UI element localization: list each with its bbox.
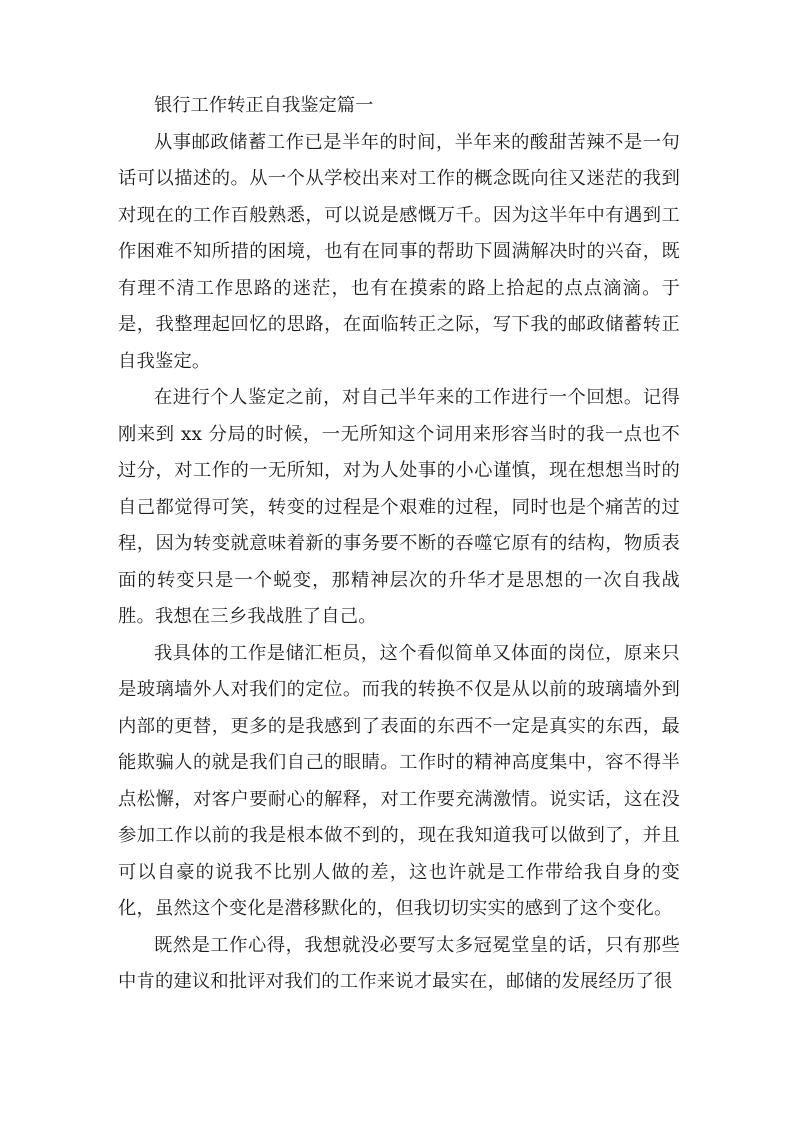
paragraph-3: 我具体的工作是储汇柜员，这个看似简单又体面的岗位，原来只是玻璃墙外人对我们的定位。而我的转换不仅是从以前的玻璃墙外到内部的更替，更多的是我感到了表面的东西不一定是真实的东西，最能欺骗人的就是我们自己的眼睛。工作时的精神高度集中，容不得半点松懈，对客户要耐心的解释，对工作要充满激情。说实话，这在没参加工作以前的我是根本做不到的，现在我知道我可以做到了，并且可以自豪的说我不比别人做的差，这也许就是工作带给我自身的变化，虽然这个变化是潜移默化的，但我切切实实的感到了这个变化。 xyxy=(118,642,680,919)
document-page xyxy=(118,88,680,1001)
paragraph-1: 从事邮政储蓄工作已是半年的时间，半年来的酸甜苦辣不是一句话可以描述的。从一个从学校出来对工作的概念既向往又迷茫的我到对现在的工作百般熟悉，可以说是感慨万千。因为这半年中有遇到工作困难不知所措的困境，也有在同事的帮助下圆满解决时的兴奋，既有理不清工作思路的迷茫，也有在摸索的路上拾起的点点滴滴。于是，我整理起回忆的思路，在面临转正之际，写下我的邮政储蓄转正自我鉴定。 xyxy=(118,131,680,372)
paragraph-2: 在进行个人鉴定之前，对自己半年来的工作进行一个回想。记得刚来到 xx 分局的时候，一无所知这个词用来形容当时的我一点也不过分，对工作的一无所知，对为人处事的小心谨慎，现在想想当时的自己都觉得可笑，转变的过程是个艰难的过程，同时也是个痛苦的过程，因为转变就意味着新的事务要不断的吞噬它原有的结构，物质表面的转变只是一个蜕变，那精神层次的升华才是思想的一次自我战胜。我想在三乡我战胜了自己。 xyxy=(118,387,680,627)
paragraph-4: 既然是工作心得，我想就没必要写太多冠冕堂皇的话，只有那些中肯的建议和批评对我们的工作来说才最实在，邮储的发展经历了很 xyxy=(118,934,680,992)
document-title: 银行工作转正自我鉴定篇一 xyxy=(154,95,374,116)
